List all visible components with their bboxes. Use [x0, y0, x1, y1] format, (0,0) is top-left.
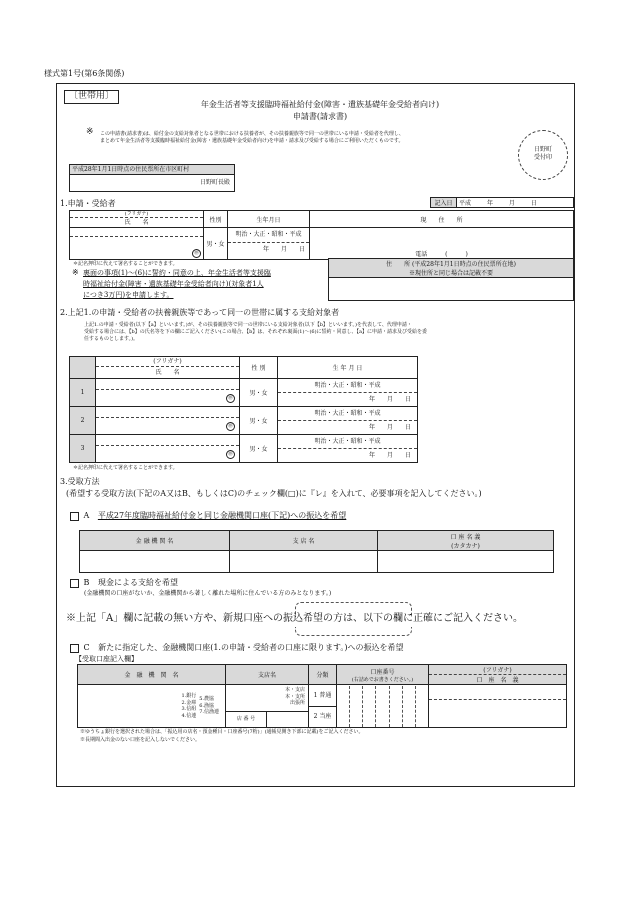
- footnote-yucho: ※ゆうちょ銀行を選択された場合は、「振込用の店名・預金種目・口座番号(7桁)」(通帳見開き下部に記載)をご記入ください。: [80, 729, 364, 735]
- option-c-number-note: (右詰めでお書きください。): [351, 676, 414, 683]
- option-a-table: [79, 530, 554, 573]
- applicant-table: [69, 210, 574, 260]
- option-a-holder-field[interactable]: [378, 551, 554, 573]
- section3-instruction: (希望する受取方法(下記のA又はB、もしくはC)のチェック欄(□)に『レ』を入れて、必要事項を記入してください。): [66, 489, 482, 498]
- dependent-2-birth-field[interactable]: [278, 407, 418, 435]
- dependent-row-number: 1: [70, 379, 96, 407]
- branch-type-office: 本・支所: [284, 693, 305, 700]
- bank-type-shinren: 4.信連: [181, 712, 197, 719]
- entry-date-era: 平成: [459, 200, 472, 207]
- applicant-name-field[interactable]: [70, 228, 204, 260]
- dependent-1-furigana-input[interactable]: [96, 379, 239, 390]
- option-c-table: [77, 664, 567, 728]
- section2-text-3: 任するものとします。)。: [84, 336, 139, 342]
- dependent-2-sex-options[interactable]: 男・女: [240, 407, 278, 435]
- option-c-holder-label: 口 座 名 義: [476, 677, 519, 684]
- applicant-sex-options[interactable]: 男・女: [204, 228, 228, 260]
- form-title: 年金生活者等支援臨時福祉給付金(障害・遺族基礎年金受給者向け): [200, 100, 440, 109]
- option-b-checkbox[interactable]: [70, 579, 79, 588]
- dependent-1-date-units: 年 月 日: [368, 396, 411, 403]
- option-a-label: A: [83, 511, 90, 520]
- form-number: 様式第1号(第6条関係): [44, 69, 125, 78]
- dependent-row-number: 3: [70, 435, 96, 463]
- option-a-row: [70, 511, 346, 521]
- option-c-furigana-input[interactable]: [429, 685, 566, 700]
- note-line-2: まとめて年金生活者等支援臨時福祉給付金(障害・遺族基礎年金受給者向け)を申請・請求及び受給する場合にご利用いただくものです。: [100, 138, 404, 144]
- entry-date-label: 記入日: [431, 198, 457, 208]
- dependent-1-seal: ㊞: [227, 395, 233, 401]
- option-a-text: 平成27年度臨時福祉給付金と同じ金融機関口座(下記)への振込を希望: [97, 511, 347, 520]
- account-type-ordinary[interactable]: 1 普通: [309, 686, 336, 707]
- dependent-1-era-options: 明治・大正・昭和・平成: [278, 379, 417, 393]
- addressee: 日野町長殿: [199, 179, 230, 186]
- option-c-text: 新たに指定した、金融機関口座(1.の申請・受給者の口座に限ります。)への振込を希望: [98, 643, 404, 652]
- registered-address-note: ※現住所と同じ場合は記載不要: [408, 270, 493, 277]
- dependent-2-name-field[interactable]: [96, 407, 240, 435]
- dependent-row-number: 2: [70, 407, 96, 435]
- option-a-holder-label: 口 座 名 義: [450, 533, 481, 541]
- registered-address-label: 住 所 (平成28年1月1日時点の住民票所在地): [386, 261, 516, 268]
- entry-date-year-unit: 年: [486, 200, 493, 207]
- option-c-row: [70, 643, 403, 653]
- applicant-sex-header: 性別: [204, 211, 228, 228]
- option-a-branch-header: 支 店 名: [230, 531, 378, 551]
- dependent-3-birth-field[interactable]: [278, 435, 418, 463]
- option-c-number-header: [337, 665, 429, 685]
- entry-date-field[interactable]: [457, 198, 574, 208]
- account-type-current[interactable]: 2 当座: [313, 712, 332, 720]
- dependent-1-sex-options[interactable]: 男・女: [240, 379, 278, 407]
- dependents-sex-header: 性 別: [240, 357, 278, 379]
- section2-text-2: 受給する場合には、【b】の氏名等を下の欄にご記入ください(この場合、【b】は、それぞれ裏面(1)〜(6)に誓約・同意し、【a】に申請・請求及び受給を委: [84, 329, 428, 335]
- dependents-name-label: 氏 名: [155, 369, 180, 376]
- option-c-number-field[interactable]: [337, 685, 429, 728]
- bank-type-bank: 1.銀行: [181, 693, 197, 699]
- dependent-2-furigana-input[interactable]: [96, 407, 239, 418]
- entry-date-day-unit: 日: [530, 200, 537, 207]
- phone-field[interactable]: ( ): [445, 251, 468, 258]
- bank-type-shinkumi: 3.信組: [181, 706, 197, 712]
- section2-text-1: 上記1.の申請・受給者(以下【a】といいます。)が、その扶養親族等で同一の世帯にいる支給対象者(以下【b】といいます。)を代表して、代理申請・: [84, 322, 412, 328]
- bank-type-shingyoren: 7.信漁連: [199, 709, 219, 715]
- option-c-label: C: [83, 643, 90, 652]
- option-b-row: [70, 578, 178, 588]
- entry-date-table: [430, 197, 574, 208]
- option-a-holder-header: [378, 531, 554, 551]
- registered-address-table: [328, 258, 574, 301]
- section2-heading: 2.上記1.の申請・受給者の扶養親族等であって同一の世帯に属する支給対象者: [60, 308, 340, 317]
- option-b-note: (金融機関の口座がないか、金融機関から著しく離れた場所に住んでいる方のみとなります。): [84, 590, 332, 597]
- branch-type-sub: 出張所: [289, 700, 305, 706]
- municipality-box: [69, 164, 235, 192]
- dependent-2-era-options: 明治・大正・昭和・平成: [278, 407, 417, 421]
- option-c-furigana-label: (フリガナ): [429, 665, 566, 675]
- dependent-3-sex-options[interactable]: 男・女: [240, 435, 278, 463]
- dependent-2-seal: ㊞: [227, 423, 233, 429]
- applicant-furigana-input[interactable]: [70, 228, 203, 237]
- applicant-furigana-label: (フリガナ): [70, 211, 203, 218]
- option-a-checkbox[interactable]: [70, 512, 79, 521]
- option-a-holder-kana: (カタカナ): [451, 542, 480, 550]
- note-line-1: この申請書(請求書)は、給付金の支給対象者となる世帯における扶養者が、その扶養親族等で同一の世帯にいる申請・受給者を代理し、: [100, 131, 404, 137]
- phone-label: 電話: [415, 251, 428, 258]
- option-c-type-header: 分類: [309, 665, 337, 685]
- option-c-checkbox[interactable]: [70, 644, 79, 653]
- option-c-holder-header: [429, 665, 567, 685]
- pledge-line-1: 裏面の事項(1)〜(6)に誓約・同意の上、年金生活者等支援臨: [83, 269, 271, 277]
- option-a-bank-field[interactable]: [80, 551, 230, 573]
- dependent-3-seal: ㊞: [227, 451, 233, 457]
- bank-type-gyokyo: 6.漁協: [199, 702, 214, 709]
- dependents-table: [69, 356, 418, 463]
- pledge-mark: ※: [72, 268, 79, 277]
- applicant-seal-mark: ㊞: [193, 250, 199, 256]
- entry-date-month-unit: 月: [508, 200, 515, 207]
- section1-heading: 1.申請・受給者: [60, 199, 116, 208]
- option-c-holder-field[interactable]: [429, 685, 567, 728]
- applicant-name-header: [70, 211, 204, 228]
- applicant-birth-header: 生年月日: [228, 211, 310, 228]
- dependent-3-name-field[interactable]: [96, 435, 240, 463]
- applicant-era-options: 明治・大正・昭和・平成: [228, 228, 309, 243]
- option-c-branch-field[interactable]: [226, 685, 309, 728]
- form-subtitle: 申請書(請求書): [292, 112, 348, 121]
- receipt-stamp-circle: [518, 130, 568, 180]
- note-mark: ※: [86, 127, 94, 137]
- option-c-type-field[interactable]: [309, 685, 337, 728]
- option-c-bank-field[interactable]: [78, 685, 226, 728]
- option-c-subheading: 【受取口座記入欄】: [75, 655, 138, 663]
- dependents-birth-header: 生 年 月 日: [278, 357, 418, 379]
- bank-type-shinkin: 2.金庫: [181, 699, 197, 706]
- applicant-name-label: 氏 名: [124, 219, 149, 226]
- option-b-label: B: [83, 578, 90, 587]
- branch-code-label: 店 番 号: [226, 712, 267, 727]
- applicant-address-field[interactable]: [310, 228, 574, 260]
- registered-address-header: [329, 259, 574, 278]
- option-a-bank-header: 金 融 機 関 名: [80, 531, 230, 551]
- option-c-branch-header: 支店名: [226, 665, 309, 685]
- applicant-signature-note: ＊記名押印に代えて署名することができます。: [73, 261, 178, 267]
- notice-callout-tail: [295, 627, 412, 636]
- option-c-bank-header: 金 融 機 関 名: [78, 665, 226, 685]
- applicant-birth-field[interactable]: [228, 228, 310, 260]
- applicant-date-units: 年 月 日: [262, 246, 305, 253]
- dependents-furigana-label: (フリガナ): [96, 357, 239, 367]
- dependent-3-era-options: 明治・大正・昭和・平成: [278, 435, 417, 449]
- receipt-stamp-town: 日野町: [533, 146, 552, 153]
- applicant-address-header: 現 住 所: [310, 211, 574, 228]
- registered-address-field[interactable]: [329, 278, 574, 301]
- municipality-header: 平成28年1月1日時点の住民票所在市区町村: [70, 165, 234, 175]
- option-a-branch-field[interactable]: [230, 551, 378, 573]
- notice-text: ※上記「A」欄に記載の無い方や、新規口座への振込希望の方は、以下の欄に正確にご記入ください。: [66, 613, 524, 624]
- bank-type-nokyo: 5.農協: [199, 696, 214, 702]
- dependent-3-date-units: 年 月 日: [368, 452, 411, 459]
- dependents-signature-note: ＊記名押印に代えて署名することができます。: [73, 465, 178, 471]
- dependents-corner: [70, 357, 96, 379]
- dependent-1-birth-field[interactable]: [278, 379, 418, 407]
- branch-type-branch: 本・支店: [284, 687, 305, 693]
- footnote-dormant: ※長期間入出金のない口座を記入しないでください。: [80, 737, 201, 743]
- dependent-1-name-field[interactable]: [96, 379, 240, 407]
- pledge-line-3: につき3万円)を申請します。: [83, 291, 174, 299]
- section3-heading: 3.受取方法: [60, 477, 100, 486]
- pledge-line-2: 時福祉給付金(障害・遺族基礎年金受給者向け)(対象者1人: [83, 280, 264, 288]
- dependent-3-furigana-input[interactable]: [96, 435, 239, 446]
- dependents-name-header: [96, 357, 240, 379]
- receipt-stamp-label: 受付印: [533, 153, 552, 161]
- branch-code-field[interactable]: [267, 712, 308, 727]
- household-tag: 〔世帯用〕: [64, 90, 119, 104]
- dependent-2-date-units: 年 月 日: [368, 424, 411, 431]
- option-c-number-label: 口座番号: [370, 668, 395, 676]
- option-b-text: 現金による支給を希望: [97, 578, 178, 587]
